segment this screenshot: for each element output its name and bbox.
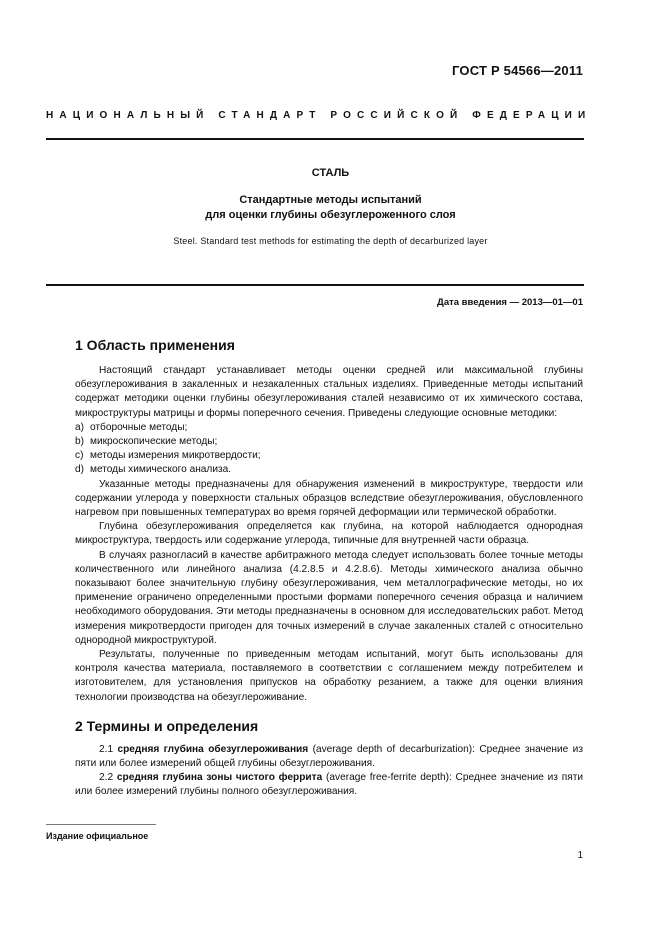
section-1-heading: 1 Область применения [75, 337, 235, 353]
list-item [75, 435, 583, 449]
list-item [75, 463, 583, 477]
paragraph: В случаях разногласий в качестве арбитражного метода следует использовать более точные методы количественного или линейного анализа (4.2.8.5 и 4.2.8.6). Методы химического анализа обычно показывают более значительную глубину обезуглероживания, чем металлографические методы, но их применение ограничено определенными простыми формами поперечного сечения образца и наличием необходимого оборудования. Эти методы предназначены в основном для исследовательских работ. Метод измерения микротвердости пригоден для точных измерений в случае закаленных сталей с относительно однородной микроструктурой. [75, 549, 583, 646]
definition-term: средняя глубина обезуглероживания [117, 743, 309, 755]
paragraph: Указанные методы предназначены для обнаружения изменений в микроструктуре, твердости или содержании углерода у поверхности стальных образцов вследствие обезуглероживания, обусловленного нагревом при повышенных температурах во время горячей деформации или термической обработки. [75, 478, 583, 519]
list-item-text: отборочные методы; [90, 421, 188, 433]
list-item [75, 421, 583, 435]
document-title [0, 193, 661, 223]
definition-number: 2.1 [99, 743, 114, 755]
title-line-2: для оценки глубины обезуглероженного слоя [205, 209, 456, 221]
list-marker: c) [75, 450, 84, 462]
header-divider [46, 138, 584, 140]
list-marker: d) [75, 464, 85, 476]
official-edition-label: Издание официальное [46, 831, 149, 841]
definition-2-2 [75, 771, 583, 799]
list-marker: a) [75, 421, 85, 433]
paragraph: Результаты, полученные по приведенным методам испытаний, могут быть использованы для контроля качества материала, поставляемого в соответствии с соглашением между потребителем и изготовителем, для установления припусков на обработку резанием, а также для оценки влияния технологии производства на обезуглероживание. [75, 649, 583, 703]
list-item-text: методы химического анализа. [90, 464, 232, 476]
title-line-1: Стандартные методы испытаний [239, 194, 422, 206]
page-number: 1 [577, 850, 583, 861]
definition-text: (average free-ferrite depth): Среднее значение из пяти или более измерений глубины полного обезуглероживания. [75, 772, 583, 798]
definition-2-1 [75, 743, 583, 771]
list-item [75, 449, 583, 463]
english-title: Steel. Standard test methods for estimating the depth of decarburized layer [173, 236, 488, 246]
list-marker: b) [75, 436, 85, 448]
introduction-date: Дата введения — 2013—01—01 [437, 297, 583, 308]
main-content [75, 337, 583, 800]
document-subject: СТАЛЬ [311, 167, 350, 179]
title-divider [46, 284, 584, 286]
definition-text: (average depth of decarburization): Среднее значение из пяти или более измерений общей глубины обезуглероживания. [75, 743, 583, 770]
footer-divider [46, 824, 156, 825]
methods-list [75, 421, 583, 478]
definition-number: 2.2 [99, 772, 114, 784]
list-item-text: микроскопические методы; [90, 436, 218, 448]
definition-term: средняя глубина зоны чистого феррита [116, 772, 323, 784]
paragraph: Глубина обезуглероживания определяется как глубина, на которой наблюдается однородная микроструктура, твердость или содержание углерода, типичные для внутренней части образца. [75, 521, 583, 547]
section-2-heading: 2 Термины и определения [75, 717, 259, 734]
standard-number: ГОСТ Р 54566—2011 [452, 63, 583, 78]
paragraph: Настоящий стандарт устанавливает методы оценки средней или максимальной глубины обезуглероживания в закаленных и незакаленных стальных изделиях. Приведенные методы испытаний содержат методики оценки глубины обезуглероживания сталей независимо от их химического состава, микроструктуры матрицы и формы поперечного сечения. Приведены следующие основные методики: [75, 365, 583, 419]
national-standard-banner: НАЦИОНАЛЬНЫЙ СТАНДАРТ РОССИЙСКОЙ ФЕДЕРАЦИИ [46, 110, 592, 121]
list-item-text: методы измерения микротвердости; [90, 450, 261, 462]
